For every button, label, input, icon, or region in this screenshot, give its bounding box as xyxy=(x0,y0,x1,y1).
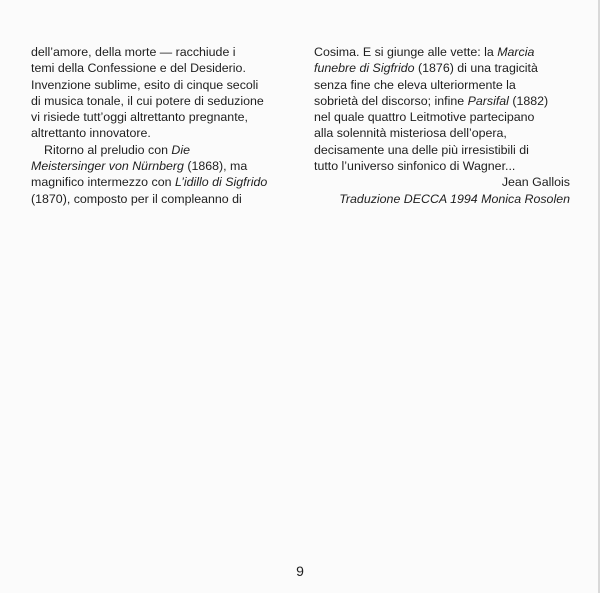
text-line: temi della Confessione e del Desiderio. xyxy=(31,61,246,76)
work-title: Parsifal xyxy=(467,93,509,108)
text-line: nel quale quattro Leitmotive partecipano xyxy=(314,110,535,125)
text-line: decisamente una delle più irresistibili di xyxy=(314,142,529,157)
work-title: Marcia xyxy=(497,45,535,59)
text-line: (1870), composto per il compleanno di xyxy=(31,191,242,206)
left-text-column xyxy=(31,44,286,207)
page-number: 9 xyxy=(296,563,304,579)
text-line: Invenzione sublime, esito di cinque secoli xyxy=(31,77,259,92)
translation-credit-text: Traduzione DECCA 1994 Monica Rosolen xyxy=(339,191,570,206)
text-line: dell’amore, della morte — racchiude i xyxy=(31,45,236,59)
text-line xyxy=(31,158,286,174)
text-fragment: (1868), ma xyxy=(183,159,248,174)
text-line xyxy=(314,44,570,60)
work-title: L’idillo di Sigfrido xyxy=(174,175,268,190)
translation-credit xyxy=(314,191,570,207)
work-title: Die xyxy=(171,142,191,157)
text-line: tutto l’universo sinfonico di Wagner... xyxy=(314,159,516,174)
text-fragment: (1882) xyxy=(508,93,549,108)
right-text-column xyxy=(314,44,570,207)
text-fragment: sobrietà del discorso; infine xyxy=(314,93,468,108)
work-title: funebre di Sigfrido xyxy=(314,61,415,76)
text-line xyxy=(31,142,286,158)
author-signature: Jean Gallois xyxy=(501,175,570,190)
text-line xyxy=(314,60,570,76)
text-fragment: (1876) di una tragicità xyxy=(414,61,538,76)
text-line xyxy=(31,174,286,190)
text-line xyxy=(314,93,570,109)
text-line: senza fine che eleva ulteriormente la xyxy=(314,77,516,92)
text-fragment: Cosima. E si giunge alle vette: la xyxy=(314,45,498,59)
text-fragment: magnifico intermezzo con xyxy=(31,175,175,190)
text-line: vi risiede tutt’oggi altrettanto pregnante, xyxy=(31,110,248,125)
text-line: di musica tonale, il cui potere di seduzione xyxy=(31,93,264,108)
text-fragment: Ritorno al preludio con xyxy=(44,142,172,157)
text-line: altrettanto innovatore. xyxy=(31,126,151,141)
work-title: Meistersinger von Nürnberg xyxy=(31,159,184,174)
text-line: alla solennità misteriosa dell’opera, xyxy=(314,126,507,141)
